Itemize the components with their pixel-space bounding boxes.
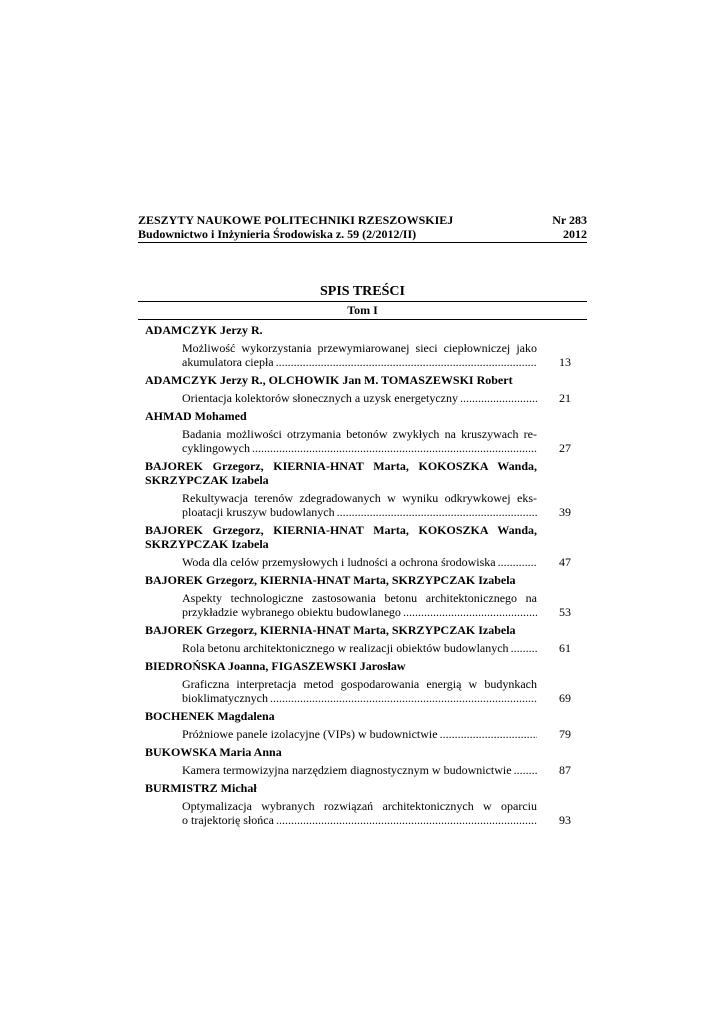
- toc-entry-page-number: 39: [559, 505, 571, 519]
- toc-entry-title: [182, 427, 537, 455]
- toc-entry-title: [182, 641, 537, 655]
- toc-entry-title-last-line: [182, 555, 537, 569]
- toc-entry: [138, 781, 587, 827]
- toc-entry-title-text: Kamera termowizyjna narzędziem diagnostycznym w budownictwie: [182, 763, 512, 777]
- toc-entry-page-number: 47: [559, 555, 571, 569]
- volume-bottom-rule: [138, 319, 587, 320]
- toc-entry: [138, 323, 587, 369]
- toc-entry-authors: BUKOWSKA Maria Anna: [145, 745, 282, 759]
- toc-entry-title-line: Optymalizacja wybranych rozwiązań architektonicznych w oparciu: [182, 799, 537, 813]
- toc-entry-title: [182, 591, 537, 619]
- toc-entry-row: [138, 555, 587, 569]
- toc-entry-row: [138, 727, 587, 741]
- dot-leader: [337, 505, 537, 519]
- toc-title: SPIS TREŚCI: [320, 284, 405, 299]
- toc-entry-page-number: 61: [559, 641, 571, 655]
- toc-entry-page-number: 93: [559, 813, 571, 827]
- toc-entry-title-last-line: [182, 441, 537, 455]
- journal-series: Budownictwo i Inżynieria Środowiska z. 59 (2/2012/II): [138, 227, 417, 241]
- toc-entry-title-last-line: [182, 727, 537, 741]
- toc-entry-title-last-line: [182, 813, 537, 827]
- toc-entry-authors: BAJOREK Grzegorz, KIERNIA-HNAT Marta, SKRZYPCZAK Izabela: [145, 573, 516, 587]
- toc-entry-title: [182, 677, 537, 705]
- toc-entry-title-text: akumulatora ciepła: [182, 355, 274, 369]
- document-page: [138, 213, 587, 831]
- toc-entry-title: [182, 491, 537, 519]
- dot-leader: [498, 555, 537, 569]
- toc-entry-authors: ADAMCZYK Jerzy R.: [145, 323, 263, 337]
- toc-entry-page-number: 79: [559, 727, 571, 741]
- toc-entry-title-text: bioklimatycznych: [182, 691, 268, 705]
- toc-entry-row: [138, 677, 587, 705]
- toc-entry-title-last-line: [182, 763, 537, 777]
- toc-entry-title-text: Rola betonu architektonicznego w realizacji obiektów budowlanych: [182, 641, 509, 655]
- toc-entry-authors: BAJOREK Grzegorz, KIERNIA-HNAT Marta, KOKOSZKA Wanda, SKRZYPCZAK Izabela: [145, 523, 537, 551]
- toc-entry-authors: BURMISTRZ Michał: [145, 781, 257, 795]
- toc-entry-page-number: 69: [559, 691, 571, 705]
- toc-entry-page-number: 27: [559, 441, 571, 455]
- toc-entry-row: [138, 491, 587, 519]
- dot-leader: [460, 391, 537, 405]
- toc-entry-title: [182, 799, 537, 827]
- toc-entry-title: [182, 555, 537, 569]
- toc-entry-title: [182, 727, 537, 741]
- toc-entry-authors: BIEDROŃSKA Joanna, FIGASZEWSKI Jarosław: [145, 659, 406, 673]
- toc-entry-title: [182, 391, 537, 405]
- toc-entry-row: [138, 641, 587, 655]
- toc-entry-title-last-line: [182, 355, 537, 369]
- toc-entry-row: [138, 799, 587, 827]
- toc-entry-title-line: Badania możliwości otrzymania betonów zwykłych na kruszywach re-: [182, 427, 537, 441]
- toc-entry-title-last-line: [182, 691, 537, 705]
- toc-entry-authors: AHMAD Mohamed: [145, 409, 247, 423]
- toc-entry-title-text: cyklingowych: [182, 441, 250, 455]
- toc-entry-page-number: 87: [559, 763, 571, 777]
- toc-entry: [138, 573, 587, 619]
- toc-entry-title-last-line: [182, 391, 537, 405]
- toc-entry-authors: BAJOREK Grzegorz, KIERNIA-HNAT Marta, KOKOSZKA Wanda, SKRZYPCZAK Izabela: [145, 459, 537, 487]
- toc-entry-row: [138, 427, 587, 455]
- toc-entry-title-text: Orientacja kolektorów słonecznych a uzysk energetyczny: [182, 391, 458, 405]
- toc-entry: [138, 409, 587, 455]
- toc-entry: [138, 745, 587, 777]
- toc-entry-authors: BOCHENEK Magdalena: [145, 709, 275, 723]
- toc-entry-title-text: o trajektorię słońca: [182, 813, 274, 827]
- toc-entry-title-line: Rekultywacja terenów zdegradowanych w wyniku odkrywkowej eks-: [182, 491, 537, 505]
- toc-entry: [138, 523, 587, 569]
- toc-entry-authors: BAJOREK Grzegorz, KIERNIA-HNAT Marta, SKRZYPCZAK Izabela: [145, 623, 516, 637]
- toc-entry: [138, 373, 587, 405]
- toc-entry-title-text: ploatacji kruszyw budowlanych: [182, 505, 335, 519]
- journal-number: Nr 283: [552, 213, 587, 227]
- toc-entry-title-text: przykładzie wybranego obiektu budowlanego: [182, 605, 401, 619]
- toc-entries: [138, 323, 587, 827]
- journal-year: 2012: [563, 227, 587, 241]
- toc-entry-title-last-line: [182, 605, 537, 619]
- toc-entry-row: [138, 341, 587, 369]
- volume-title: Tom I: [347, 303, 378, 317]
- header-line-1: [138, 213, 587, 227]
- toc-entry-title-line: Aspekty technologiczne zastosowania betonu architektonicznego na: [182, 591, 537, 605]
- toc-entry-page-number: 53: [559, 605, 571, 619]
- toc-entry-authors: ADAMCZYK Jerzy R., OLCHOWIK Jan M. TOMASZEWSKI Robert: [145, 373, 513, 387]
- volume-top-rule: [138, 301, 587, 302]
- dot-leader: [514, 763, 537, 777]
- header-line-2: [138, 227, 587, 241]
- toc-entry-page-number: 13: [559, 355, 571, 369]
- header-rule: [138, 242, 587, 243]
- toc-entry-title-line: Możliwość wykorzystania przewymiarowanej sieci ciepłowniczej jako: [182, 341, 537, 355]
- toc-entry-title-line: Graficzna interpretacja metod gospodarowania energią w budynkach: [182, 677, 537, 691]
- toc-entry-title-last-line: [182, 641, 537, 655]
- toc-entry-row: [138, 591, 587, 619]
- toc-entry: [138, 459, 587, 519]
- toc-entry-title-text: Próżniowe panele izolacyjne (VIPs) w budownictwie: [182, 727, 438, 741]
- toc-entry: [138, 623, 587, 655]
- toc-entry-title: [182, 341, 537, 369]
- toc-entry-title-last-line: [182, 505, 537, 519]
- toc-entry-row: [138, 763, 587, 777]
- dot-leader: [511, 641, 537, 655]
- dot-leader: [403, 605, 537, 619]
- toc-entry: [138, 659, 587, 705]
- toc-entry-title: [182, 763, 537, 777]
- dot-leader: [276, 813, 537, 827]
- dot-leader: [276, 355, 537, 369]
- dot-leader: [252, 441, 537, 455]
- toc-entry-row: [138, 391, 587, 405]
- dot-leader: [440, 727, 537, 741]
- dot-leader: [270, 691, 537, 705]
- toc-entry-title-text: Woda dla celów przemysłowych i ludności a ochrona środowiska: [182, 555, 496, 569]
- toc-entry-page-number: 21: [559, 391, 571, 405]
- journal-name: ZESZYTY NAUKOWE POLITECHNIKI RZESZOWSKIEJ: [138, 213, 454, 227]
- toc-entry: [138, 709, 587, 741]
